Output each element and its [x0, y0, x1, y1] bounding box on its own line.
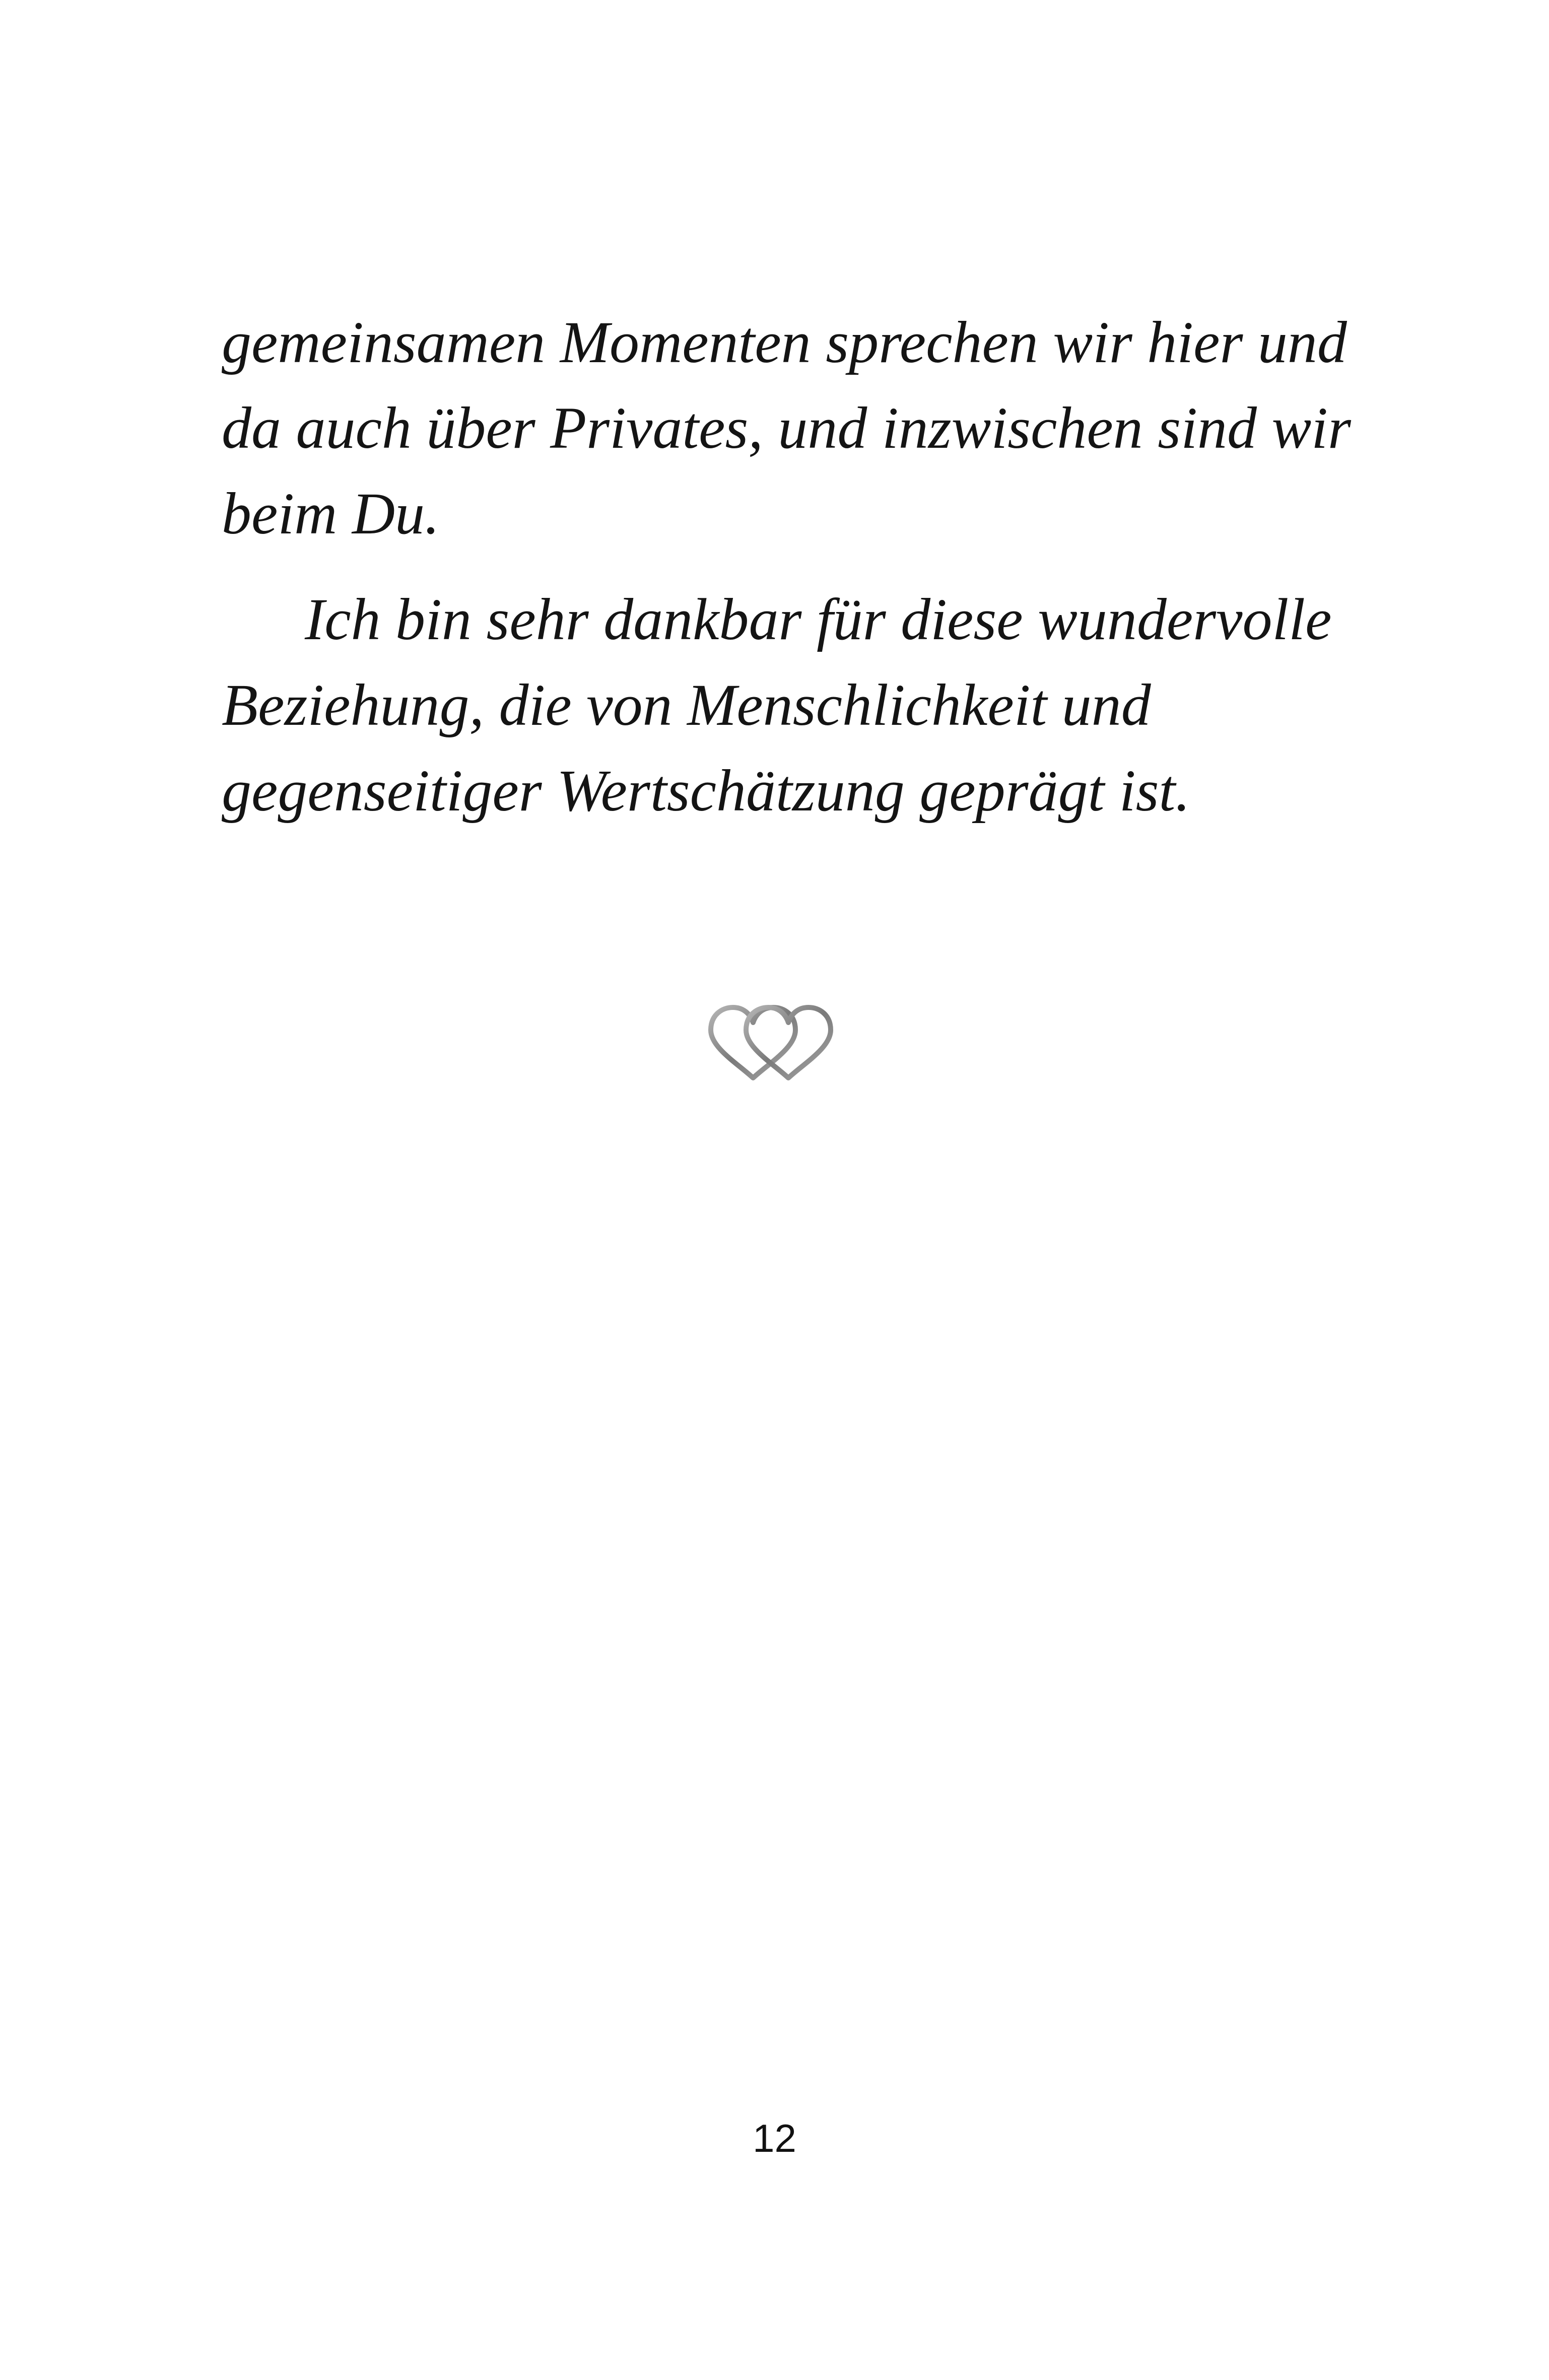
paragraph-2 — [222, 577, 1355, 834]
text-line: gemeinsamen Momenten sprechen wir hier und — [222, 309, 1347, 375]
text-line: Ich bin sehr dankbar für diese wundervolle — [305, 586, 1332, 652]
text-line: gegenseitiger Wertschätzung geprägt ist. — [222, 758, 1190, 824]
text-line: da auch über Privates, und inzwischen sind wir — [222, 395, 1351, 461]
text-line: Beziehung, die von Menschlichkeit und — [222, 672, 1151, 738]
paragraph-1 — [222, 300, 1355, 557]
page-number: 12 — [753, 2116, 796, 2160]
body-text — [222, 300, 1355, 834]
text-line: beim Du. — [222, 481, 440, 547]
paragraph-gap — [222, 557, 1355, 577]
double-heart-icon — [703, 1002, 834, 1088]
